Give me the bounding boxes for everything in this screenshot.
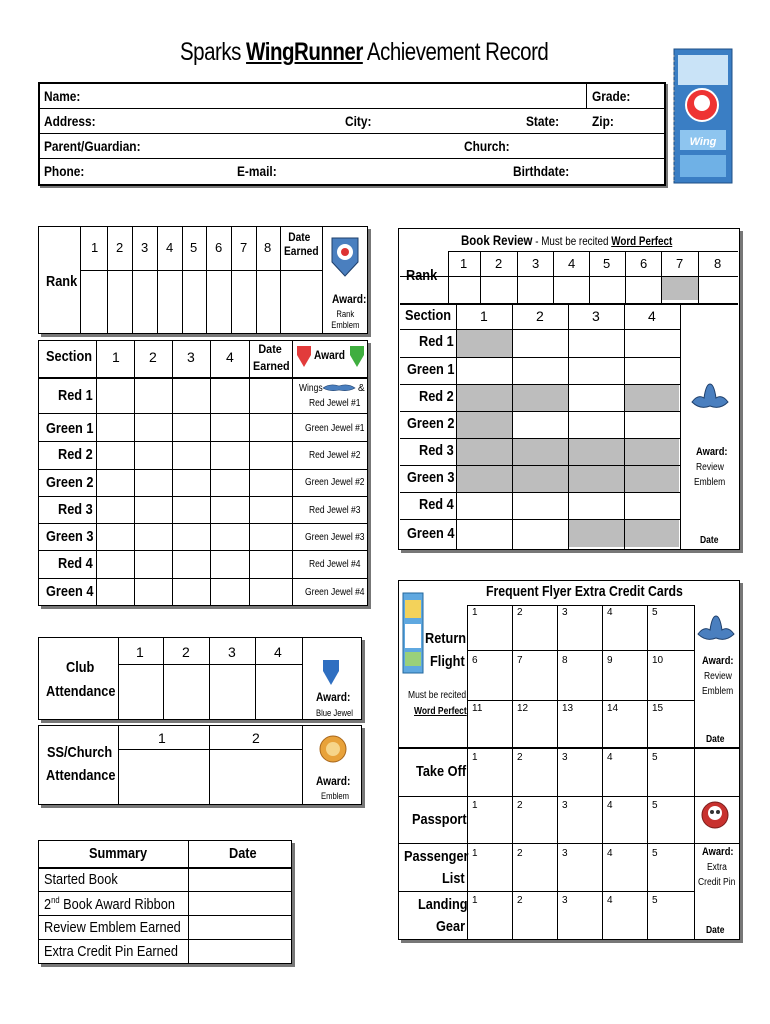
divider <box>40 158 664 159</box>
br-row-red4: Red 4 <box>419 496 454 513</box>
page-title: Sparks WingRunner Achievement Record <box>180 38 549 66</box>
ff-award3-item2: Credit Pin <box>698 877 736 888</box>
rf-cell[interactable]: 7 <box>517 655 523 666</box>
review-emblem-icon <box>696 612 736 651</box>
br-section-col-3: 3 <box>592 308 600 324</box>
book-cover-image <box>672 45 736 187</box>
grade-field[interactable]: Grade: <box>592 88 631 104</box>
takeoff-cell[interactable]: 1 <box>472 752 478 763</box>
summary-row-started-book: Started Book <box>44 871 118 888</box>
ff-title: Frequent Flyer Extra Credit Cards <box>486 583 683 600</box>
divider <box>586 108 664 109</box>
rank-label: Rank <box>46 273 78 290</box>
summary-date-header: Date <box>229 845 257 862</box>
birthdate-field[interactable]: Birthdate: <box>513 163 570 179</box>
passenger-label: Passenger <box>404 848 469 865</box>
passport-cell[interactable]: 2 <box>517 800 523 811</box>
br-award-item2: Emblem <box>694 477 726 488</box>
section-label: Section <box>46 348 93 365</box>
gear-label: Gear <box>436 918 466 935</box>
list-label: List <box>442 870 465 887</box>
landing-cell[interactable]: 1 <box>472 895 478 906</box>
passenger-cell[interactable]: 5 <box>652 848 658 859</box>
rf-cell[interactable]: 10 <box>652 655 664 666</box>
br-award-item1: Review <box>696 462 724 473</box>
rf-cell[interactable]: 11 <box>472 703 483 714</box>
ss-col-2: 2 <box>252 730 260 746</box>
takeoff-cell[interactable]: 5 <box>652 752 658 763</box>
state-field[interactable]: State: <box>526 113 560 129</box>
br-row-green4: Green 4 <box>407 525 455 542</box>
br-section-col-1: 1 <box>480 308 488 324</box>
section-col-4: 4 <box>226 349 234 365</box>
section-award-header: Award <box>314 348 345 362</box>
br-row-green1: Green 1 <box>407 361 455 378</box>
passenger-cell[interactable]: 1 <box>472 848 478 859</box>
ff-award-item1: Review <box>704 671 732 682</box>
ss-church-box <box>38 725 362 805</box>
br-section-col-4: 4 <box>648 308 656 324</box>
landing-cell[interactable]: 5 <box>652 895 658 906</box>
takeoff-cell[interactable]: 2 <box>517 752 523 763</box>
ss-award-label: Award: <box>316 774 351 788</box>
emblem-icon <box>318 733 348 772</box>
club-title-2: Attendance <box>46 683 116 700</box>
section-row-red3: Red 3 <box>58 501 93 518</box>
ff-award-label: Award: <box>702 655 734 667</box>
landing-cell[interactable]: 4 <box>607 895 613 906</box>
rank-award-item: Rank Emblem <box>331 309 360 330</box>
divider <box>40 133 664 134</box>
ss-col-1: 1 <box>158 730 166 746</box>
takeoff-cell[interactable]: 4 <box>607 752 613 763</box>
passenger-cell[interactable]: 3 <box>562 848 568 859</box>
br-rank-col-1: 1 <box>460 256 468 271</box>
must-recited-label: Must be recited <box>408 690 467 701</box>
wings-label: Wings <box>299 383 323 394</box>
section-row-green3: Green 3 <box>46 528 94 545</box>
award-green-jewel-3: Green Jewel #3 <box>305 532 365 543</box>
section-col-2: 2 <box>149 349 157 365</box>
rf-cell[interactable]: 9 <box>607 655 613 666</box>
passport-cell[interactable]: 1 <box>472 800 478 811</box>
section-row-red4: Red 4 <box>58 555 93 572</box>
br-rank-col-2: 2 <box>495 256 503 271</box>
divider <box>586 84 587 108</box>
br-row-red1: Red 1 <box>419 333 454 350</box>
br-section-label: Section <box>405 307 452 324</box>
award-green-jewel-4: Green Jewel #4 <box>305 587 365 598</box>
br-rank-label: Rank <box>406 267 438 284</box>
club-title-1: Club <box>66 659 95 676</box>
review-emblem-icon <box>690 380 730 419</box>
section-row-red1: Red 1 <box>58 387 93 404</box>
br-row-red3: Red 3 <box>419 442 454 459</box>
section-row-green4: Green 4 <box>46 583 94 600</box>
award-red-jewel-3: Red Jewel #3 <box>309 505 361 516</box>
parent-field[interactable]: Parent/Guardian: <box>44 138 141 154</box>
rank-col-2: 2 <box>116 240 124 255</box>
club-attendance-box <box>38 637 362 720</box>
club-award-item: Blue Jewel <box>316 708 354 718</box>
rank-award-label: Award: <box>332 292 367 306</box>
rank-col-3: 3 <box>141 240 149 255</box>
award-red-jewel-1: Red Jewel #1 <box>309 398 361 409</box>
award-red-jewel-2: Red Jewel #2 <box>309 450 361 461</box>
section-row-green2: Green 2 <box>46 474 94 491</box>
red-jewel-icon <box>295 343 313 374</box>
passport-label: Passport <box>412 811 467 828</box>
rf-cell[interactable]: 4 <box>607 607 613 618</box>
landing-label: Landing <box>418 896 468 913</box>
passport-cell[interactable]: 3 <box>562 800 568 811</box>
rf-cell[interactable]: 6 <box>472 655 478 666</box>
summary-row-review-emblem: Review Emblem Earned <box>44 919 181 936</box>
ss-title-2: Attendance <box>46 767 116 784</box>
wings-amp: & <box>358 383 365 394</box>
rf-cell[interactable]: 1 <box>472 607 478 618</box>
city-field[interactable]: City: <box>345 113 372 129</box>
br-rank-col-6: 6 <box>640 256 648 271</box>
rank-col-6: 6 <box>215 240 223 255</box>
rank-box <box>38 226 368 334</box>
br-rank-col-8: 8 <box>714 256 722 271</box>
club-col-3: 3 <box>228 644 236 660</box>
ff-award3-label: Award: <box>702 846 734 858</box>
rf-cell[interactable]: 15 <box>652 703 664 714</box>
ff-award3-item1: Extra <box>707 862 727 873</box>
wings-icon <box>322 381 356 399</box>
passport-cell[interactable]: 4 <box>607 800 613 811</box>
br-row-green2: Green 2 <box>407 415 455 432</box>
club-award-label: Award: <box>316 690 351 704</box>
flight-label: Flight <box>430 653 465 670</box>
rf-cell[interactable]: 12 <box>517 703 529 714</box>
rank-col-5: 5 <box>190 240 198 255</box>
brand-name: WingRunner <box>246 38 363 66</box>
rf-cell[interactable]: 2 <box>517 607 523 618</box>
br-rank-col-3: 3 <box>532 256 540 271</box>
rank-col-7: 7 <box>240 240 248 255</box>
rf-cell[interactable]: 13 <box>562 703 574 714</box>
passport-cell[interactable]: 5 <box>652 800 658 811</box>
passenger-cell[interactable]: 4 <box>607 848 613 859</box>
extra-credit-pin-icon <box>700 795 730 844</box>
passenger-cell[interactable]: 2 <box>517 848 523 859</box>
summary-row-extra-credit: Extra Credit Pin Earned <box>44 943 178 960</box>
email-field[interactable]: E-mail: <box>237 163 277 179</box>
address-field[interactable]: Address: <box>44 113 96 129</box>
br-row-red2: Red 2 <box>419 388 454 405</box>
rf-cell[interactable]: 5 <box>652 607 658 618</box>
return-label: Return <box>425 630 467 647</box>
svg-text:Wing: Wing <box>689 136 717 148</box>
info-box <box>38 82 666 186</box>
br-rank-col-4: 4 <box>568 256 576 271</box>
rf-cell[interactable]: 3 <box>562 607 568 618</box>
rank-emblem-icon <box>328 232 362 285</box>
return-flight-card-image <box>402 592 424 679</box>
date-earned-header: Date Earned <box>284 230 319 258</box>
zip-field[interactable]: Zip: <box>592 113 614 129</box>
ff-award-item2: Emblem <box>702 686 734 697</box>
club-col-4: 4 <box>274 644 282 660</box>
ss-award-item: Emblem <box>321 791 350 801</box>
section-date-earned: Date Earned <box>253 342 290 373</box>
blue-jewel-icon <box>320 657 342 692</box>
br-rank-col-7: 7 <box>676 256 684 271</box>
section-col-1: 1 <box>112 349 120 365</box>
ss-title-1: SS/Church <box>47 744 113 761</box>
book-review-title: Book Review - Must be recited Word Perfect <box>461 232 673 248</box>
rank-col-1: 1 <box>91 240 99 255</box>
br-date-label: Date <box>700 535 719 546</box>
divider <box>40 108 586 109</box>
summary-title: Summary <box>89 845 148 862</box>
br-row-green3: Green 3 <box>407 469 455 486</box>
summary-row-book-award: 2nd Book Award Ribbon <box>44 895 175 913</box>
br-award-label: Award: <box>696 446 728 458</box>
br-section-col-2: 2 <box>536 308 544 324</box>
landing-cell[interactable]: 2 <box>517 895 523 906</box>
rf-cell[interactable]: 8 <box>562 655 568 666</box>
ff-date-label: Date <box>706 734 725 745</box>
club-col-1: 1 <box>136 644 144 660</box>
green-jewel-icon <box>348 343 366 374</box>
award-green-jewel-1: Green Jewel #1 <box>305 423 365 434</box>
section-row-green1: Green 1 <box>46 420 94 437</box>
club-col-2: 2 <box>182 644 190 660</box>
section-col-3: 3 <box>187 349 195 365</box>
rf-cell[interactable]: 14 <box>607 703 619 714</box>
takeoff-cell[interactable]: 3 <box>562 752 568 763</box>
phone-field[interactable]: Phone: <box>44 163 85 179</box>
landing-cell[interactable]: 3 <box>562 895 568 906</box>
takeoff-label: Take Off <box>416 763 467 780</box>
section-row-red2: Red 2 <box>58 446 93 463</box>
name-field[interactable]: Name: <box>44 88 81 104</box>
rank-col-8: 8 <box>264 240 272 255</box>
award-red-jewel-4: Red Jewel #4 <box>309 559 361 570</box>
ff-date3-label: Date <box>706 925 725 936</box>
word-perfect-label: Word Perfect <box>414 706 467 717</box>
award-green-jewel-2: Green Jewel #2 <box>305 477 365 488</box>
br-rank-col-5: 5 <box>603 256 611 271</box>
church-field[interactable]: Church: <box>464 138 510 154</box>
rank-col-4: 4 <box>166 240 174 255</box>
